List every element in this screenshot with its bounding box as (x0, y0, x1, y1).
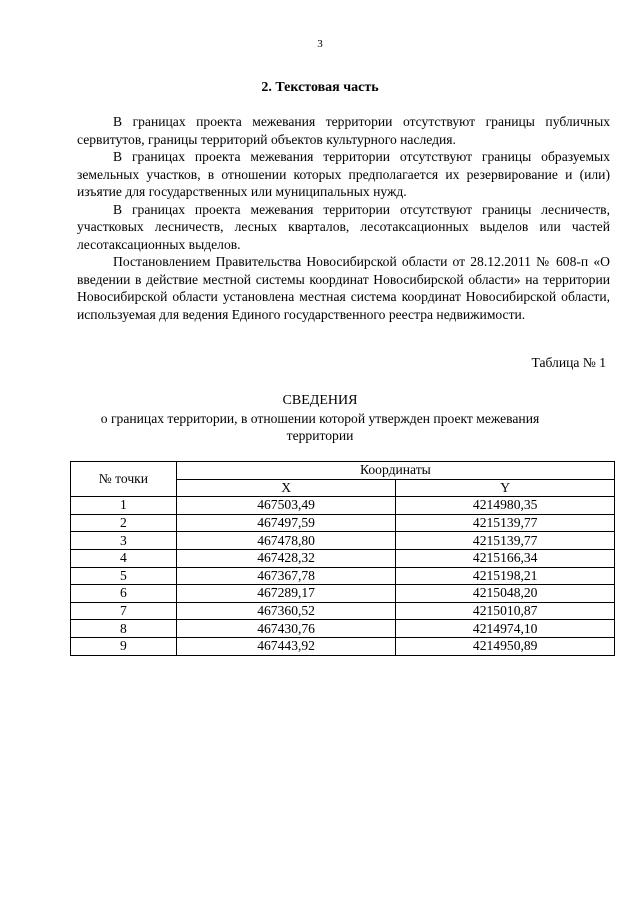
table-row (71, 549, 615, 567)
cell-point: 6 (71, 585, 177, 603)
cell-x: 467360,52 (176, 602, 396, 620)
cell-point: 7 (71, 602, 177, 620)
cell-y: 4215166,34 (396, 549, 615, 567)
header-point: № точки (71, 462, 177, 497)
cell-point: 9 (71, 637, 177, 655)
table-row (71, 497, 615, 515)
paragraph: В границах проекта межевания территории отсутствуют границы лесничеств, участковых лесничеств, лесных кварталов, лесотаксационных выделов или частей лесотаксационных выделов. (77, 201, 610, 252)
cell-point: 4 (71, 549, 177, 567)
cell-x: 467289,17 (176, 585, 396, 603)
table-title: СВЕДЕНИЯ (282, 393, 358, 408)
cell-x: 467443,92 (176, 637, 396, 655)
cell-x: 467497,59 (176, 514, 396, 532)
header-coordinates: Координаты (176, 462, 614, 480)
page-number: 3 (317, 38, 323, 50)
header-y: Y (396, 479, 615, 497)
table-subtitle: о границах территории, в отношении которой утвержден проект межевания территории (100, 411, 540, 443)
table-row (71, 602, 615, 620)
cell-y: 4214950,89 (396, 637, 615, 655)
cell-y: 4215198,21 (396, 567, 615, 585)
header-x: X (176, 479, 396, 497)
cell-y: 4215010,87 (396, 602, 615, 620)
cell-point: 8 (71, 620, 177, 638)
table-row (71, 585, 615, 603)
body-text (77, 113, 610, 323)
cell-point: 2 (71, 514, 177, 532)
cell-y: 4214980,35 (396, 497, 615, 515)
paragraph: В границах проекта межевания территории отсутствуют границы публичных сервитутов, границы территорий объектов культурного наследия. (77, 114, 610, 147)
table-row (71, 567, 615, 585)
cell-y: 4215139,77 (396, 532, 615, 550)
cell-point: 3 (71, 532, 177, 550)
table-row (71, 637, 615, 655)
cell-y: 4215139,77 (396, 514, 615, 532)
section-heading: 2. Текстовая часть (261, 80, 379, 95)
cell-x: 467503,49 (176, 497, 396, 515)
table-caption: Таблица № 1 (531, 355, 606, 370)
cell-x: 467367,78 (176, 567, 396, 585)
cell-x: 467428,32 (176, 549, 396, 567)
table-row (71, 620, 615, 638)
cell-point: 5 (71, 567, 177, 585)
cell-y: 4214974,10 (396, 620, 615, 638)
coordinates-table (70, 461, 615, 656)
cell-point: 1 (71, 497, 177, 515)
cell-x: 467430,76 (176, 620, 396, 638)
cell-y: 4215048,20 (396, 585, 615, 603)
table-row (71, 514, 615, 532)
table-row (71, 532, 615, 550)
cell-x: 467478,80 (176, 532, 396, 550)
paragraph: Постановлением Правительства Новосибирской области от 28.12.2011 № 608-п «О введении в действие местной системы координат Новосибирской области» на территории Новосибирской области установлена местная система координат Новосибирской области, используемая для ведения Единого государственного реестра недвижимости. (77, 254, 610, 322)
paragraph: В границах проекта межевания территории отсутствуют границы образуемых земельных участков, в отношении которых предполагается их резервирование и (или) изъятие для государственных или муниципальных нужд. (77, 149, 610, 199)
